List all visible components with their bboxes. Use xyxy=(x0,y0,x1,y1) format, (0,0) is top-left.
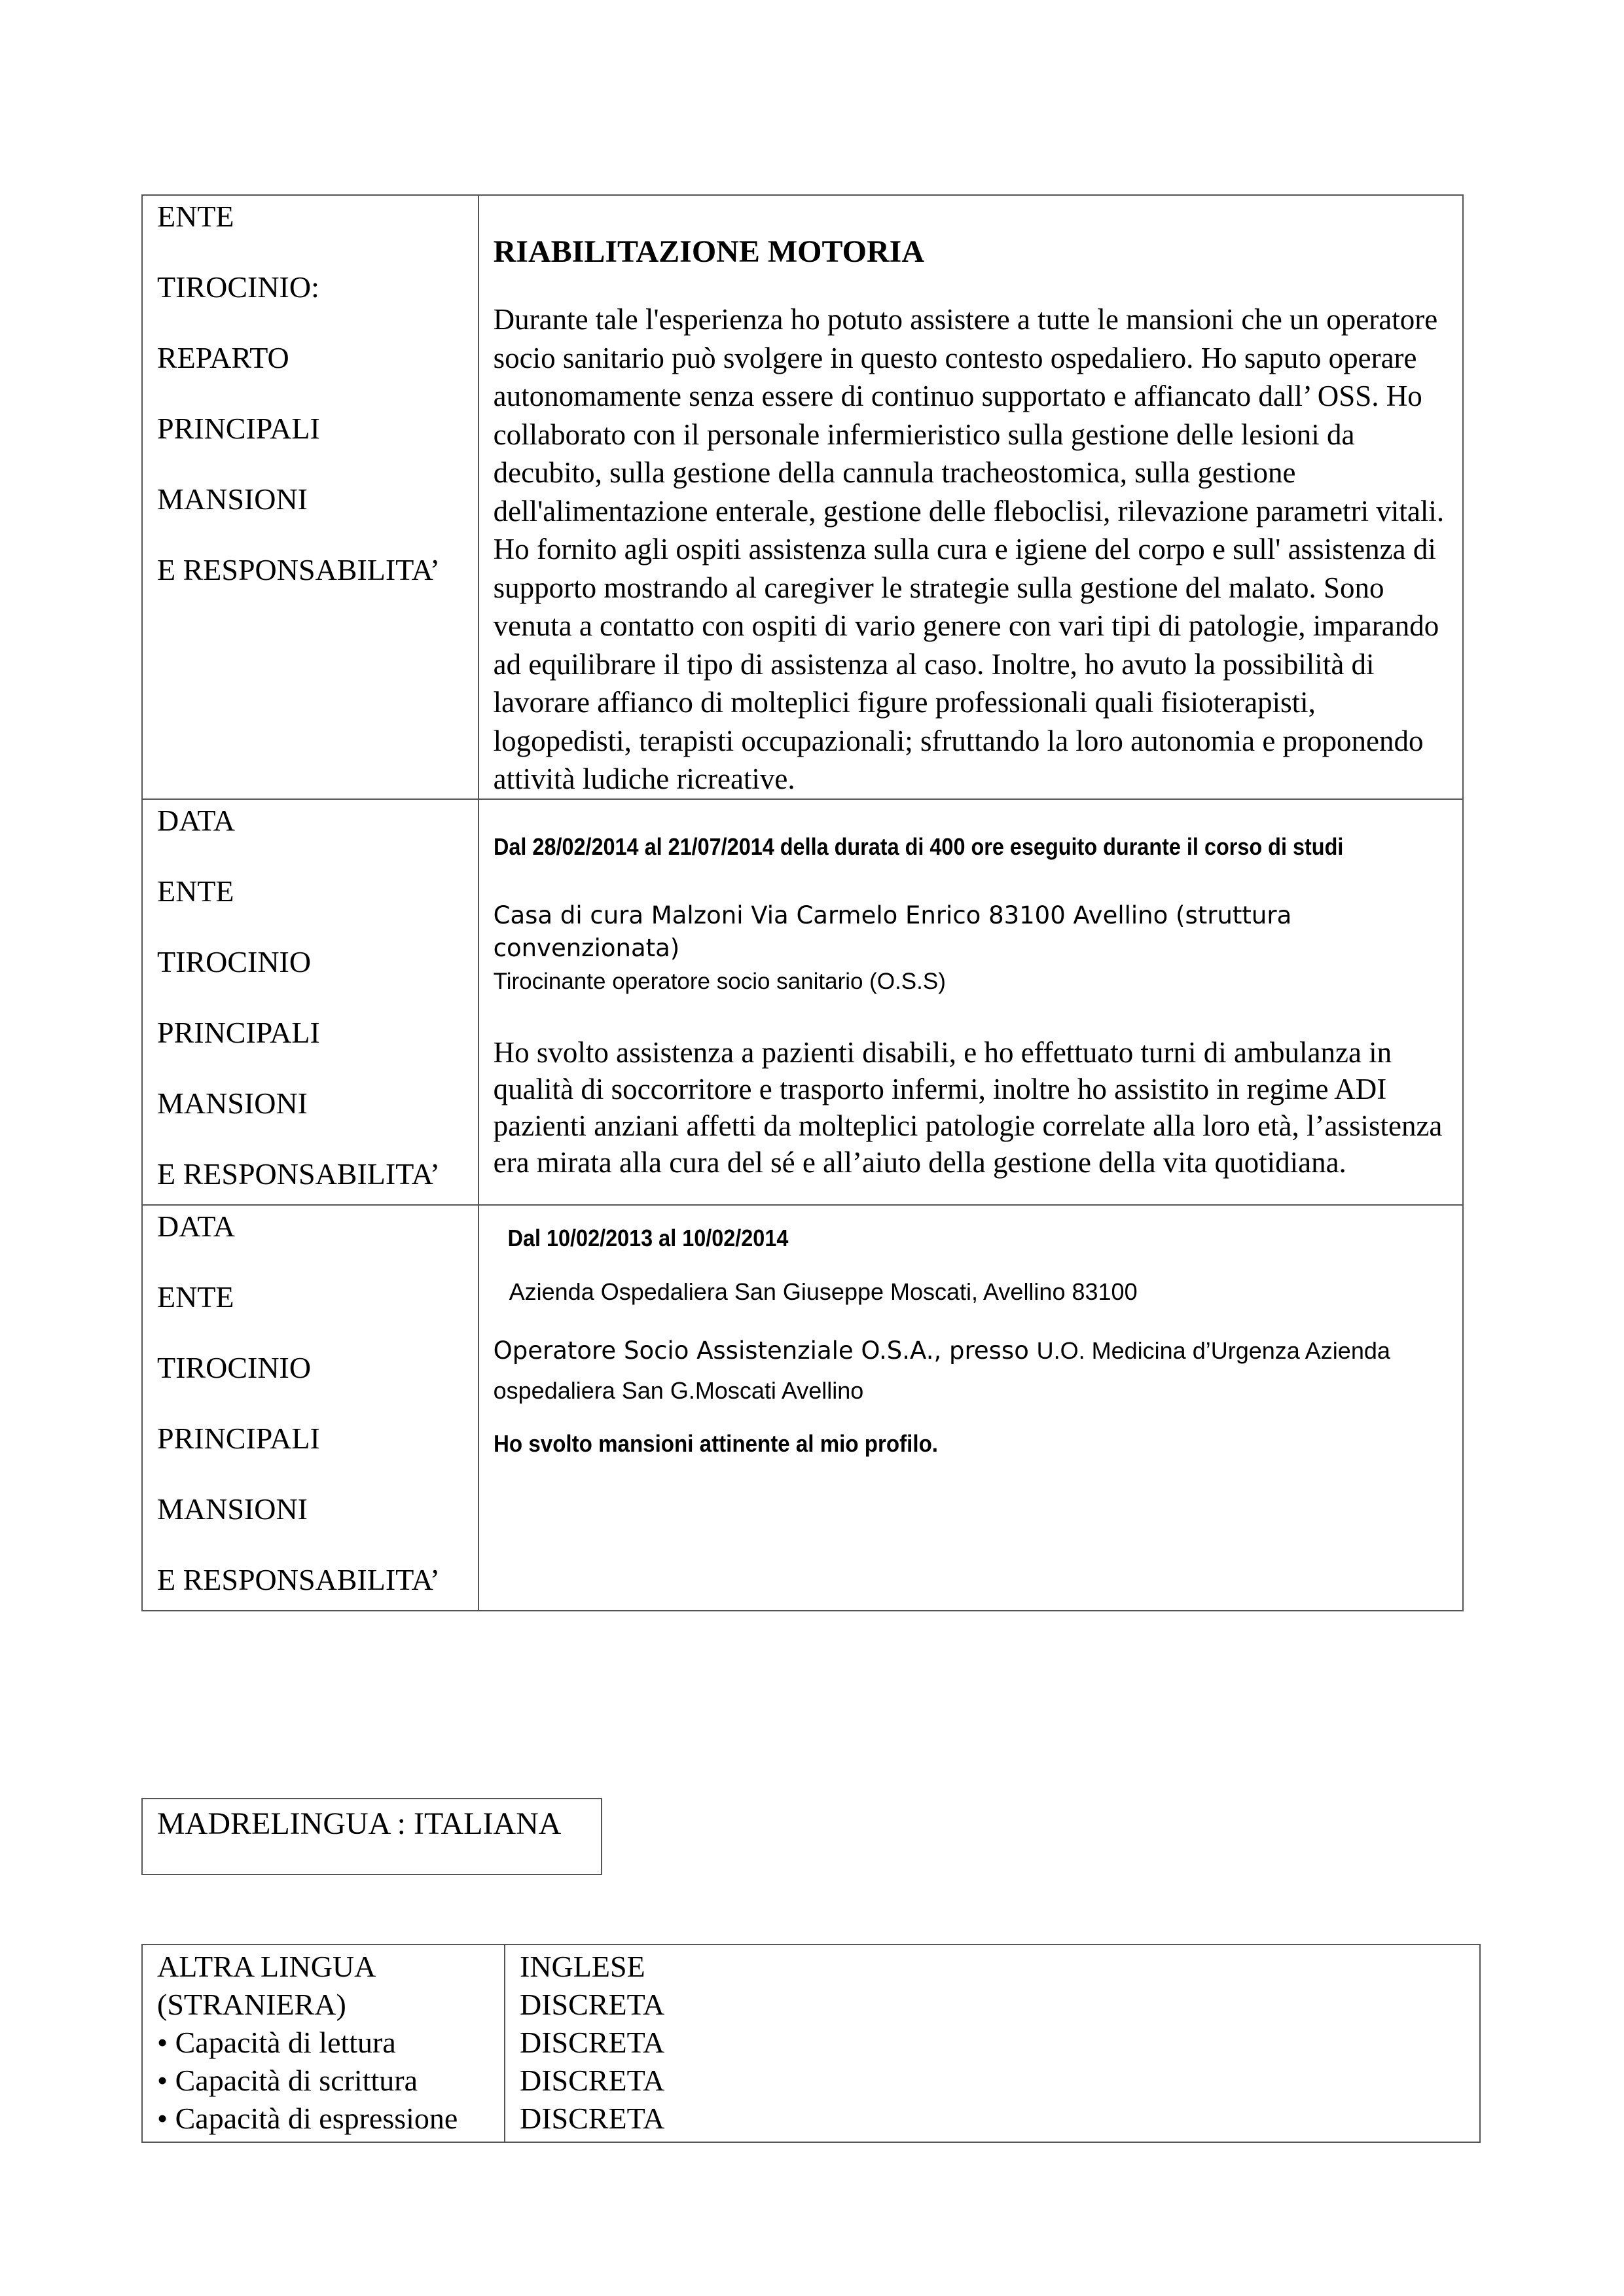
experience-labels xyxy=(142,1205,478,1611)
institution-text: Azienda Ospedaliera San Giuseppe Moscati, Avellino 83100 xyxy=(509,1278,1138,1305)
level-writing: DISCRETA xyxy=(520,2064,665,2097)
duties-description: Ho svolto mansioni attinente al mio profilo. xyxy=(493,1429,938,1457)
label-mansioni: MANSIONI xyxy=(157,1086,308,1120)
label-mansioni: MANSIONI xyxy=(157,482,308,516)
label-data: DATA xyxy=(157,1209,235,1243)
role-unit: U.O. Medicina d’Urgenza Azienda ospedaliera San G.Moscati Avellino xyxy=(493,1336,1390,1404)
label-principali: PRINCIPALI xyxy=(157,412,320,445)
mother-tongue-box xyxy=(141,1798,602,1875)
label-responsabilita: E RESPONSABILITA’ xyxy=(157,553,441,586)
experience-details xyxy=(478,195,1463,799)
duties-description: Ho svolto assistenza a pazienti disabili, e ho effettuato turni di ambulanza in qualità di soccorritore e trasporto infermi, inoltre ho assistito in regime ADI pazienti anziani affetti da molteplici patologie correlate alla loro età, l’assistenza era mirata alla cura del sé e all’aiuto della gestione della vita quotidiana. xyxy=(493,1035,1443,1179)
role-title: Operatore Socio Assistenziale O.S.A., presso xyxy=(493,1336,1037,1365)
experience-row-1 xyxy=(142,195,1463,799)
label-espressione: • Capacità di espressione xyxy=(157,2102,458,2135)
label-tirocinio: TIROCINIO: xyxy=(157,270,319,304)
other-language-table xyxy=(141,1944,1481,2143)
label-ente: ENTE xyxy=(157,1280,234,1314)
duties-description: Durante tale l'esperienza ho potuto assistere a tutte le mansioni che un operatore socio sanitario può svolgere in questo contesto ospedaliero. Ho saputo operare autonomamente senza essere di continuo supportato e affiancato dall’ OSS. Ho collaborato con il personale infermieristico sulla gestione delle lesioni da decubito, sulla gestione della cannula tracheostomica, sulla gestione dell'alimentazione enterale, gestione delle fleboclisi, rilevazione parametri vitali. Ho fornito agli ospiti assistenza sulla cura e igiene del corpo e sull' assistenza di supporto mostrando al caregiver le strategie sulla gestione del malato. Sono venuta a contatto con ospiti di vario genere con vari tipi di patologie, imparando ad equilibrare il tipo di assistenza al caso. Inoltre, ho avuto la possibilità di lavorare affianco di molteplici figure professionali quali fisioterapisti, logopedisti, terapisti occupazionali; sfruttando la loro autonomia e proponendo attività ludiche ricreative. xyxy=(493,303,1445,795)
level-general: DISCRETA xyxy=(520,1988,665,2021)
label-principali: PRINCIPALI xyxy=(157,1421,320,1455)
label-straniera: (STRANIERA) xyxy=(157,1988,346,2021)
label-reparto: REPARTO xyxy=(157,341,289,374)
experience-table xyxy=(141,194,1464,1611)
language-labels xyxy=(142,1945,505,2142)
label-data: DATA xyxy=(157,803,235,837)
label-ente: ENTE xyxy=(157,200,234,233)
language-values xyxy=(505,1945,1480,2142)
level-speaking: DISCRETA xyxy=(520,2102,665,2135)
label-altra-lingua: ALTRA LINGUA xyxy=(157,1950,376,1983)
department-heading: RIABILITAZIONE MOTORIA xyxy=(493,234,924,269)
mother-tongue-text: MADRELINGUA : ITALIANA xyxy=(142,1799,602,1874)
label-lettura: • Capacità di lettura xyxy=(157,2026,396,2059)
period-text: Dal 28/02/2014 al 21/07/2014 della durata di 400 ore eseguito durante il corso di studi xyxy=(493,833,1343,860)
label-tirocinio: TIROCINIO xyxy=(157,944,312,978)
institution-text: Casa di cura Malzoni Via Carmelo Enrico 83100 Avellino (struttura convenzionata) xyxy=(493,901,1292,962)
experience-labels xyxy=(142,195,478,799)
period-text: Dal 10/02/2013 al 10/02/2014 xyxy=(507,1224,788,1251)
experience-row-3 xyxy=(142,1205,1463,1611)
experience-labels xyxy=(142,799,478,1205)
label-principali: PRINCIPALI xyxy=(157,1015,320,1049)
level-reading: DISCRETA xyxy=(520,2026,665,2059)
label-ente: ENTE xyxy=(157,874,234,908)
label-responsabilita: E RESPONSABILITA’ xyxy=(157,1562,441,1596)
role-text: Tirocinante operatore socio sanitario (O.S.S) xyxy=(493,968,946,994)
experience-details xyxy=(478,799,1463,1205)
label-responsabilita: E RESPONSABILITA’ xyxy=(157,1157,441,1191)
label-scrittura: • Capacità di scrittura xyxy=(157,2064,418,2097)
language-name: INGLESE xyxy=(520,1950,645,1983)
label-tirocinio: TIROCINIO xyxy=(157,1350,312,1384)
label-mansioni: MANSIONI xyxy=(157,1492,308,1526)
experience-details xyxy=(478,1205,1463,1611)
experience-row-2 xyxy=(142,799,1463,1205)
role-text xyxy=(494,1331,1447,1411)
